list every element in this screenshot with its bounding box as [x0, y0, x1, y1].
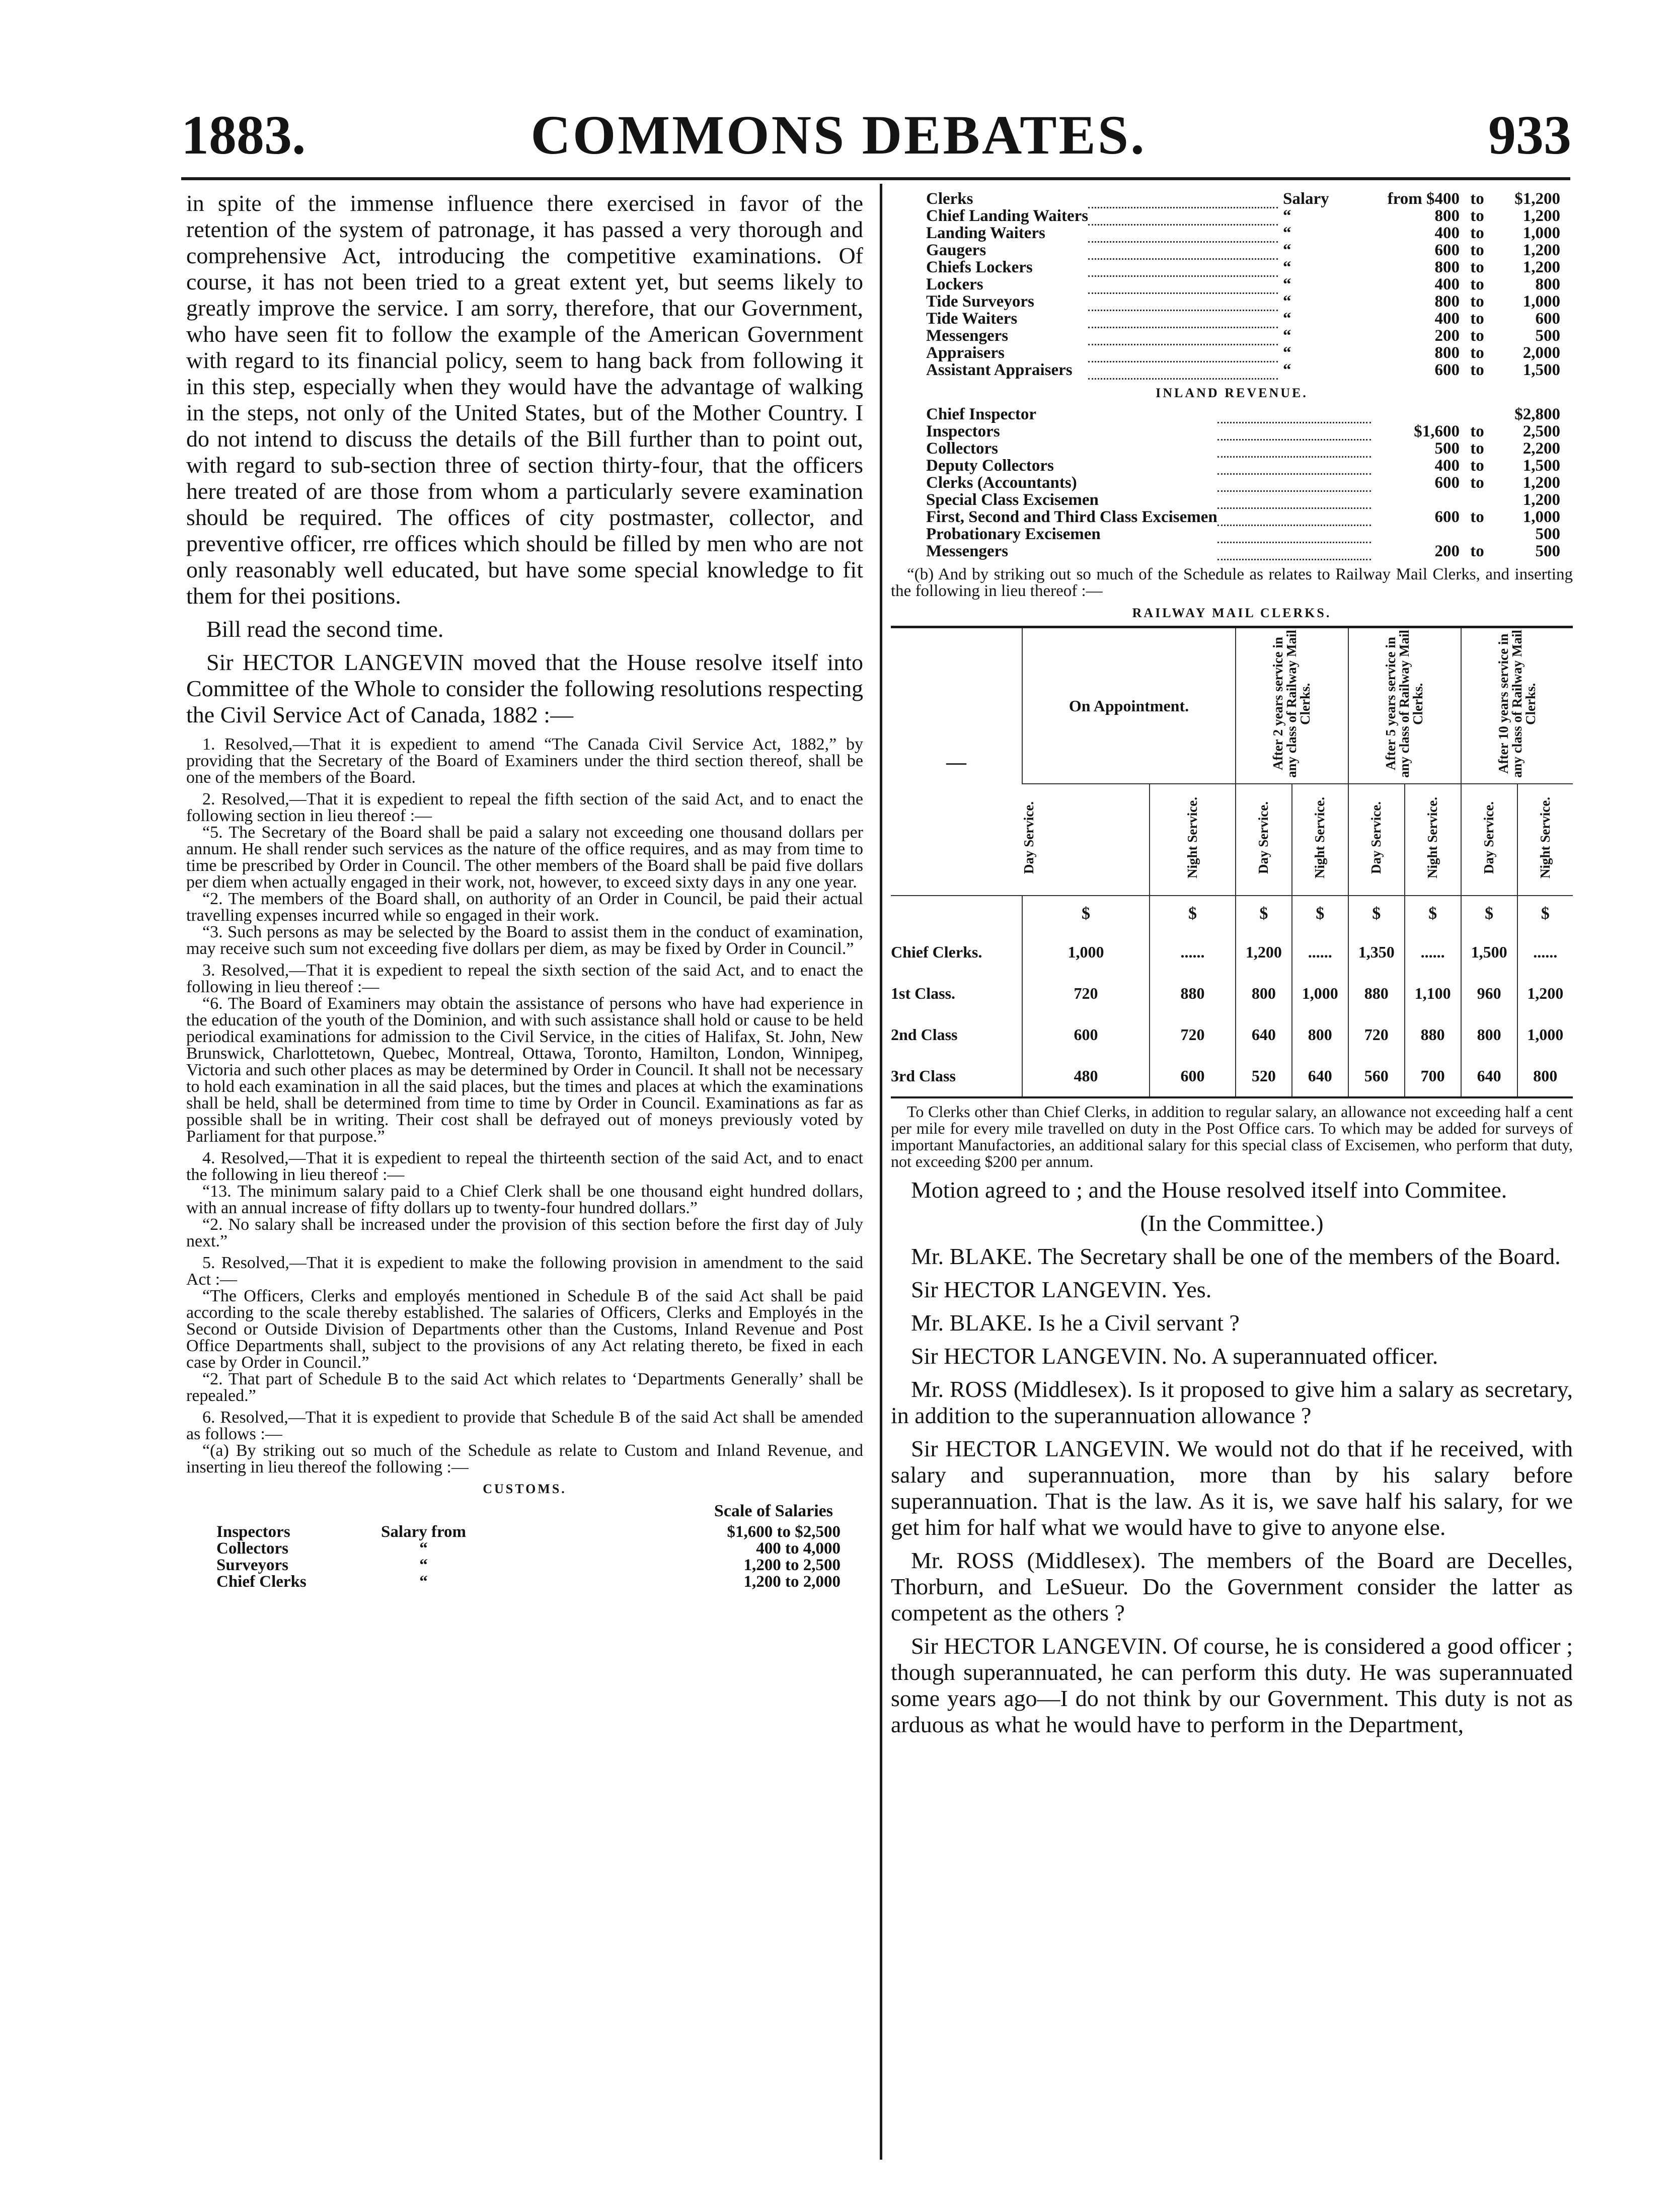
row-to: to	[1470, 507, 1484, 526]
table-row	[926, 423, 1560, 440]
leader-dots	[1088, 207, 1278, 225]
debate-paragraph: Sir HECTOR LANGEVIN. We would not do that if he received, with salary and superannuation, more than by his salary before superannuation. That is the law. As it is, we save half his salary, for we get him for half what we would have to give to anyone else.	[891, 1436, 1573, 1540]
table-group-header-row	[891, 628, 1573, 784]
table-currency-row	[891, 896, 1573, 931]
group-header-on-appointment: On Appointment.	[1022, 628, 1236, 784]
row-label: Tide Surveyors	[926, 292, 1034, 311]
sub-header-night	[1405, 784, 1461, 896]
table-row	[926, 491, 1560, 508]
header-year: 1883.	[181, 104, 306, 166]
resolution-1: 1. Resolved,—That it is expedient to amend “The Canada Civil Service Act, 1882,” by providing that the Secretary of the Board of Examiners under the third section thereof, shall be one of the members of the Board.	[186, 735, 863, 787]
leader-dots	[1217, 543, 1371, 560]
resolution-2: 2. Resolved,—That it is expedient to repeal the fifth section of the said Act, and to enact the following section in lieu thereof :—	[186, 790, 863, 825]
row-label: Inspectors	[926, 422, 1000, 440]
row-to: to	[1470, 542, 1484, 560]
table-cell: 480	[1022, 1055, 1150, 1096]
resolution-3: 3. Resolved,—That it is expedient to repeal the sixth section of the said Act, and to enact the following in lieu thereof :—	[186, 961, 863, 996]
table-row	[926, 293, 1560, 310]
row-label: Tide Waiters	[926, 310, 1018, 328]
row-min: 800	[1434, 207, 1460, 225]
table-row	[926, 406, 1560, 423]
row-max: 1,200	[1522, 207, 1560, 225]
table-cell: 800	[1292, 1014, 1348, 1055]
group-header-10-years	[1461, 628, 1573, 784]
row-min: 600	[1434, 507, 1460, 526]
resolution-4: 4. Resolved,—That it is expedient to repeal the thirteenth section of the said Act, and to enact the following in lieu thereof :—	[186, 1149, 863, 1184]
currency-symbol: $	[1405, 896, 1461, 931]
sub-header-text: Day Service.	[1021, 801, 1036, 874]
row-label: Deputy Collectors	[926, 456, 1054, 475]
table-cell: 960	[1461, 973, 1517, 1014]
table-cell: 640	[1292, 1055, 1348, 1096]
inland-revenue-heading: INLAND REVENUE.	[1156, 385, 1308, 400]
row-range: $1,600 to $2,500	[727, 1523, 841, 1541]
resolution-5: 5. Resolved,—That it is expedient to make the following provision in amendment to the said Act :—	[186, 1254, 863, 1289]
row-min: 200	[1434, 542, 1460, 560]
table-cell: 720	[1348, 1014, 1405, 1055]
row-prefix: “	[1283, 361, 1291, 379]
table-row	[216, 1574, 841, 1590]
section-13-sub-2: “2. No salary shall be increased under the provision of this section before the first day of July next.”	[186, 1215, 863, 1250]
row-min	[1371, 406, 1460, 423]
debate-paragraph: Mr. BLAKE. The Secretary shall be one of the members of the Board.	[911, 1243, 1561, 1269]
railway-mail-clerks-table-wrap	[891, 626, 1573, 1098]
group-header-text: After 2 years service in any class of Railway Mail Clerks.	[1270, 630, 1313, 778]
table-row	[216, 1524, 841, 1540]
table-cell: 640	[1236, 1014, 1292, 1055]
section-5-sub-3: “3. Such persons as may be selected by the Board to assist them in the conduct of examination, may receive such sum not exceeding five dollars per diem, as may be fixed by Order in Council.”	[186, 923, 863, 958]
table-row	[926, 310, 1560, 327]
section-5-text: “5. The Secretary of the Board shall be paid a salary not exceeding one thousand dollars per annum. He shall render such services as the nature of the office requires, and as may from time to time be prescribed by Order in Council. The other members of the Board shall be paid five dollars per diem when actually engaged in their work, not, however, to exceed sixty days in any one year.	[186, 823, 863, 892]
row-to: to	[1470, 327, 1484, 345]
customs-table	[216, 1524, 841, 1591]
row-max: 500	[1535, 327, 1560, 345]
row-min	[1371, 526, 1460, 543]
table-row	[891, 973, 1573, 1014]
row-label: Chief Clerks.	[891, 942, 982, 961]
row-to	[1460, 406, 1495, 423]
bill-read-line: Bill read the second time.	[206, 616, 444, 642]
currency-symbol: $	[1461, 896, 1517, 931]
leader-dots	[1217, 406, 1371, 423]
table-cell: 720	[1022, 973, 1150, 1014]
table-cell: ......	[1517, 931, 1573, 973]
row-label: Lockers	[926, 275, 983, 293]
leader-dots	[1088, 361, 1278, 379]
currency-symbol: $	[1517, 896, 1573, 931]
row-to: to	[1470, 422, 1484, 440]
row-label: Special Class Excisemen	[926, 490, 1099, 509]
row-label: First, Second and Third Class Excisemen	[926, 507, 1217, 526]
row-label: Clerks (Accountants)	[926, 473, 1077, 492]
right-column	[891, 190, 1573, 1738]
table-cell: 520	[1236, 1055, 1292, 1096]
row-max: 500	[1535, 525, 1560, 543]
row-prefix: “	[1283, 292, 1291, 311]
group-header-text: After 10 years service in any class of Railway Mail Clerks.	[1495, 630, 1538, 778]
row-max: 1,500	[1522, 456, 1560, 475]
table-row	[926, 276, 1560, 293]
row-max: 2,500	[1522, 422, 1560, 440]
currency-symbol: $	[1348, 896, 1405, 931]
row-range: 400 to 4,000	[756, 1539, 841, 1558]
table-row	[926, 259, 1560, 276]
debate-paragraph: Sir HECTOR LANGEVIN. Of course, he is considered a good officer ; though superannuated, he can perform this duty. He was superannuated some years ago—I do not think by our Government. This duty is not as arduous as what he would have to perform in the Department,	[891, 1633, 1573, 1737]
row-max: 500	[1535, 542, 1560, 560]
clause-a: “(a) By striking out so much of the Schedule as relate to Custom and Inland Revenue, and inserting in lieu thereof the following :—	[186, 1441, 863, 1477]
row-label: Gaugers	[926, 241, 986, 259]
table-cell: 720	[1150, 1014, 1236, 1055]
row-label: Chief Inspector	[926, 405, 1037, 423]
currency-symbol: $	[1022, 896, 1150, 931]
row-max: 600	[1535, 310, 1560, 328]
table-row	[926, 361, 1560, 379]
table-row	[926, 440, 1560, 457]
table-cell: 1,200	[1236, 931, 1292, 973]
group-header-2-years	[1236, 628, 1348, 784]
row-to: to	[1470, 224, 1484, 242]
table-cell: 1,000	[1022, 931, 1150, 973]
table-row	[926, 543, 1560, 560]
row-to: to	[1470, 275, 1484, 293]
table-cell: 880	[1405, 1014, 1461, 1055]
customs-continued-table	[926, 190, 1560, 380]
resolution-6: 6. Resolved,—That it is expedient to provide that Schedule B of the said Act shall be amended as follows :—	[186, 1408, 863, 1443]
table-cell: 1,350	[1348, 931, 1405, 973]
table-row	[926, 457, 1560, 474]
left-column	[186, 190, 863, 1591]
row-label: Appraisers	[926, 344, 1005, 362]
row-prefix: “	[1283, 310, 1291, 328]
table-cell: 880	[1150, 973, 1236, 1014]
row-to: to	[1470, 310, 1484, 328]
table-row	[926, 344, 1560, 361]
row-max: 1,000	[1522, 292, 1560, 311]
table-cell: 600	[1150, 1055, 1236, 1096]
row-prefix: “	[1283, 241, 1291, 259]
row-to	[1460, 491, 1495, 508]
row-label: 2nd Class	[891, 1025, 958, 1044]
row-min: 400	[1434, 275, 1460, 293]
row-max: 1,000	[1522, 507, 1560, 526]
row-label: Chiefs Lockers	[926, 258, 1033, 276]
resolution-5-text: “The Officers, Clerks and employés mentioned in Schedule B of the said Act shall be paid according to the scale thereby established. The salaries of Officers, Clerks and Employés in the Second or Outside Division of Departments other than the Customs, Inland Revenue and Post Office Departments shall, subject to the provisions of any Act relating thereto, be fixed in each case by Order in Council.”	[186, 1287, 863, 1372]
row-prefix: Salary from	[381, 1523, 466, 1541]
row-min: 800	[1434, 292, 1460, 311]
row-max: 2,200	[1522, 439, 1560, 458]
resolution-5-sub-2: “2. That part of Schedule B to the said Act which relates to ‘Departments Generally’ shall be repealed.”	[186, 1370, 863, 1405]
row-min: from $400	[1387, 190, 1460, 208]
row-min: 600	[1434, 361, 1460, 379]
sub-header-text: Night Service.	[1425, 797, 1440, 878]
row-min: 600	[1434, 241, 1460, 259]
table-row	[216, 1557, 841, 1574]
row-max: 2,000	[1522, 344, 1560, 362]
section-6-text: “6. The Board of Examiners may obtain the assistance of persons who have had experience in the education of the youth of the Dominion, and with such assistance shall hold or cause to be held periodical examinations for admission to the Civil Service, in the cities of Halifax, St. John, New Brunswick, Charlottetown, Quebec, Montreal, Ottawa, Toronto, Hamilton, London, Winnipeg, Victoria and such other places as may be determined by Order in Council. It shall not be necessary to hold each examination in all the said places, but the times and places at which the examinations shall be held, shall be determined from time to time by Order in Council. Examinations as far as possible shall be in writing. Their cost shall be defrayed out of moneys previously voted by Parliament for that purpose.”	[186, 994, 863, 1146]
table-cell: 800	[1517, 1055, 1573, 1096]
leader-dots	[1088, 225, 1278, 242]
row-prefix: “	[1283, 207, 1291, 225]
currency-row-label	[891, 896, 1022, 931]
row-max: 1,200	[1522, 490, 1560, 509]
sub-header-text: Night Service.	[1537, 797, 1553, 878]
header-page-number: 933	[1488, 104, 1571, 166]
table-cell: ......	[1150, 931, 1236, 973]
row-to: to	[1470, 361, 1484, 379]
currency-symbol: $	[1150, 896, 1236, 931]
leader-dots	[1088, 310, 1278, 327]
table-row	[926, 225, 1560, 242]
table-cell: 1,100	[1405, 973, 1461, 1014]
leader-dots	[1088, 190, 1278, 207]
row-prefix: “	[1283, 224, 1291, 242]
leader-dots	[1217, 526, 1371, 543]
row-prefix: “	[1283, 344, 1291, 362]
debate-paragraph: Mr. ROSS (Middlesex). Is it proposed to give him a salary as secretary, in addition to the superannuation allowance ?	[891, 1376, 1573, 1428]
table-row	[891, 1014, 1573, 1055]
row-max: $2,800	[1514, 405, 1560, 423]
row-min: 800	[1434, 258, 1460, 276]
table-row	[891, 1055, 1573, 1096]
leader-dots	[1217, 508, 1371, 526]
sub-header-day	[1236, 784, 1292, 896]
row-prefix: “	[1283, 258, 1291, 276]
row-prefix: “	[1283, 327, 1291, 345]
row-label: Landing Waiters	[926, 224, 1045, 242]
row-prefix: “	[1283, 275, 1291, 293]
leader-dots	[1088, 327, 1278, 344]
table-cell: ......	[1405, 931, 1461, 973]
table-cell: 880	[1348, 973, 1405, 1014]
table-row	[926, 526, 1560, 543]
table-cell: 600	[1022, 1014, 1150, 1055]
row-min: 400	[1434, 310, 1460, 328]
row-min: 500	[1434, 439, 1460, 458]
debate-paragraph: Sir HECTOR LANGEVIN. Yes.	[911, 1277, 1212, 1302]
table-row	[926, 508, 1560, 526]
row-to: to	[1470, 207, 1484, 225]
row-label: 1st Class.	[891, 984, 956, 1002]
row-header-dash: —	[891, 628, 1022, 896]
header-title: COMMONS DEBATES.	[530, 104, 1147, 166]
row-label: Messengers	[926, 542, 1009, 560]
table-row	[891, 931, 1573, 973]
debate-paragraph: Sir HECTOR LANGEVIN. No. A superannuated officer.	[911, 1343, 1438, 1369]
row-label: Collectors	[216, 1539, 288, 1558]
row-min: 400	[1434, 456, 1460, 475]
scale-heading: Scale of Salaries	[714, 1502, 833, 1520]
leader-dots	[1088, 344, 1278, 361]
table-cell: 800	[1461, 1014, 1517, 1055]
railway-mail-clerks-table	[891, 628, 1573, 1096]
row-min: $1,600	[1414, 422, 1460, 440]
sub-header-text: Night Service.	[1184, 797, 1200, 878]
row-max: 1,200	[1522, 241, 1560, 259]
row-min: 800	[1434, 344, 1460, 362]
row-to: to	[1470, 292, 1484, 311]
leader-dots	[1088, 259, 1278, 276]
page-header	[0, 103, 1677, 179]
row-to: to	[1470, 190, 1484, 208]
debate-list	[891, 1243, 1573, 1738]
row-label: Chief Clerks	[216, 1573, 307, 1591]
header-rule	[181, 177, 1570, 180]
in-committee-heading: (In the Committee.)	[1140, 1210, 1324, 1236]
row-to: to	[1470, 241, 1484, 259]
row-to	[1460, 526, 1495, 543]
sub-header-day	[1022, 784, 1150, 896]
row-prefix: “	[419, 1573, 428, 1591]
row-min: 600	[1434, 473, 1460, 492]
row-to: to	[1470, 473, 1484, 492]
row-to: to	[1470, 456, 1484, 475]
sub-header-text: Day Service.	[1481, 801, 1497, 874]
table-cell: 560	[1348, 1055, 1405, 1096]
row-prefix: “	[419, 1539, 428, 1558]
sub-header-night	[1517, 784, 1573, 896]
row-min: 200	[1434, 327, 1460, 345]
table-row	[926, 207, 1560, 225]
table-cell: 700	[1405, 1055, 1461, 1096]
row-min	[1371, 491, 1460, 508]
customs-heading: CUSTOMS.	[483, 1482, 567, 1496]
group-header-5-years	[1348, 628, 1461, 784]
table-cell: 1,500	[1461, 931, 1517, 973]
row-max: 1,500	[1522, 361, 1560, 379]
row-to: to	[1470, 439, 1484, 458]
table-row	[926, 190, 1560, 207]
row-max: 800	[1535, 275, 1560, 293]
table-cell: 1,200	[1517, 973, 1573, 1014]
row-min: 400	[1434, 224, 1460, 242]
leader-dots	[1217, 474, 1371, 491]
row-to: to	[1470, 344, 1484, 362]
table-cell: ......	[1292, 931, 1348, 973]
table-row	[926, 327, 1560, 344]
table-cell: 1,000	[1517, 1014, 1573, 1055]
row-label: Surveyors	[216, 1556, 288, 1574]
allowance-note: To Clerks other than Chief Clerks, in addition to regular salary, an allowance not exceeding half a cent per mile for every mile travelled on duty in the Post Office cars. To which may be added for surveys of important Manufactories, an additional salary for this special class of Excisemen, who perform that duty, not exceeding $200 per annum.	[891, 1102, 1573, 1170]
leader-dots	[1217, 440, 1371, 457]
motion-agreed: Motion agreed to ; and the House resolved itself into Commitee.	[911, 1177, 1507, 1203]
debate-paragraph: Mr. BLAKE. Is he a Civil servant ?	[911, 1310, 1240, 1336]
leader-dots	[1217, 491, 1371, 508]
row-label: Messengers	[926, 327, 1009, 345]
row-label: Clerks	[926, 190, 973, 208]
row-max: 1,200	[1522, 258, 1560, 276]
leader-dots	[1088, 242, 1278, 259]
row-prefix: Salary	[1283, 190, 1329, 208]
row-range: 1,200 to 2,000	[743, 1573, 841, 1591]
row-max: 1,200	[1522, 473, 1560, 492]
sub-header-text: Night Service.	[1312, 797, 1328, 878]
leader-dots	[1088, 293, 1278, 310]
resolutions	[186, 736, 863, 1476]
sub-header-night	[1292, 784, 1348, 896]
sub-header-day	[1461, 784, 1517, 896]
section-5-sub-2: “2. The members of the Board shall, on authority of an Order in Council, be paid their actual travelling expenses incurred while so engaged in their work.	[186, 890, 863, 925]
row-label: Probationary Excisemen	[926, 525, 1101, 543]
currency-symbol: $	[1236, 896, 1292, 931]
inland-revenue-table	[926, 406, 1560, 561]
sub-header-text: Day Service.	[1368, 801, 1384, 874]
table-row	[926, 242, 1560, 259]
row-max: 1,000	[1522, 224, 1560, 242]
leader-dots	[1088, 276, 1278, 293]
leader-dots	[1217, 423, 1371, 440]
table-cell: 800	[1236, 973, 1292, 1014]
currency-symbol: $	[1292, 896, 1348, 931]
row-label: 3rd Class	[891, 1066, 956, 1085]
table-row	[216, 1540, 841, 1557]
row-max: $1,200	[1514, 190, 1560, 208]
row-label: Collectors	[926, 439, 998, 458]
motion-paragraph: Sir HECTOR LANGEVIN moved that the House resolve itself into Committee of the Whole to consider the following resolutions respecting the Civil Service Act of Canada, 1882 :—	[186, 649, 863, 727]
row-prefix: “	[419, 1556, 428, 1574]
leader-dots	[1217, 457, 1371, 474]
section-13-text: “13. The minimum salary paid to a Chief Clerk shall be one thousand eight hundred dollars, with an annual increase of fifty dollars up to twenty-four hundred dollars.”	[186, 1182, 863, 1217]
table-cell: 1,000	[1292, 973, 1348, 1014]
speech-paragraph: in spite of the immense influence there exercised in favor of the retention of the system of patronage, it has passed a very thorough and comprehensive Act, introducing the competitive examinations. Of course, it has not been tried to a great extent yet, but seems likely to greatly improve the service. I am sorry, therefore, that our Government, who have seen fit to follow the example of the American Government with regard to its financial policy, seem to hang back from following it in this step, especially when they would have the advantage of walking in the steps, not only of the United States, but of the Mother Country. I do not intend to discuss the details of the Bill further than to point out, with regard to sub-section three of section thirty-four, that the officers here treated of are those from whom a particularly severe examination should be required. The offices of city postmaster, collector, and preventive officer, rre offices which should be filled by men who are not only reasonably well educated, but have some special knowledge to fit them for thei positions.	[186, 190, 863, 609]
column-divider	[880, 184, 882, 2160]
row-range: 1,200 to 2,500	[743, 1556, 841, 1574]
sub-header-night	[1150, 784, 1236, 896]
clause-b: “(b) And by striking out so much of the Schedule as relates to Railway Mail Clerks, and inserting the following in lieu thereof :—	[891, 565, 1573, 600]
table-row	[926, 474, 1560, 491]
row-label: Assistant Appraisers	[926, 361, 1073, 379]
sub-header-text: Day Service.	[1256, 801, 1271, 874]
row-label: Chief Landing Waiters	[926, 207, 1089, 225]
table-cell: 640	[1461, 1055, 1517, 1096]
row-to: to	[1470, 258, 1484, 276]
railway-mail-clerks-heading: RAILWAY MAIL CLERKS.	[1132, 606, 1332, 620]
sub-header-day	[1348, 784, 1405, 896]
row-label: Inspectors	[216, 1523, 290, 1541]
debate-paragraph: Mr. ROSS (Middlesex). The members of the Board are Decelles, Thorburn, and LeSueur. Do the Government consider the latter as competent as the others ?	[891, 1547, 1573, 1626]
group-header-text: After 5 years service in any class of Railway Mail Clerks.	[1383, 630, 1426, 778]
